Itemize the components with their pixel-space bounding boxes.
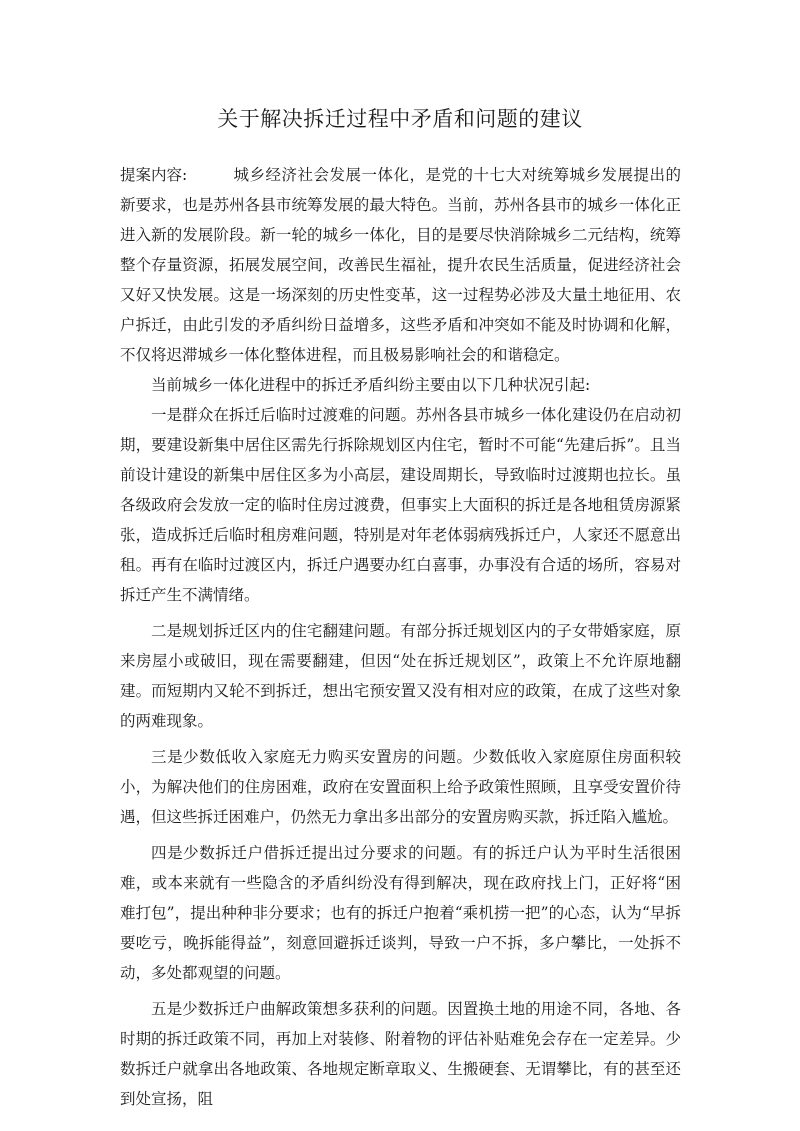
paragraph: 一是群众在拆迁后临时过渡难的问题。苏州各县市城乡一体化建设仍在启动初期，要建设新集中居住区需先行拆除规划区内住宅，暂时不可能“先建后拆”。且当前设计建设的新集中居住区多为小高层，建设周期长，导致临时过渡期也拉长。虽各级政府会发放一定的临时住房过渡费，但事实上大面积的拆迁是各地租赁房源紧张，造成拆迁后临时租房难问题，特别是对年老体弱病残拆迁户，人家还不愿意出租。再有在临时过渡区内，拆迁户遇要办红白喜事，办事没有合适的场所，容易对拆迁产生不满情绪。 xyxy=(120,406,681,604)
paragraph: 五是少数拆迁户曲解政策想多获利的问题。因置换土地的用途不同，各地、各时期的拆迁政策不同，再加上对装修、附着物的评估补贴难免会存在一定差异。少数拆迁户就拿出各地政策、各地规定断章取义、生搬硬套、无谓攀比，有的甚至还到处宣扬，阻 xyxy=(120,1000,681,1108)
document-body xyxy=(120,160,681,1114)
paragraph: 当前城乡一体化进程中的拆迁矛盾纠纷主要由以下几种状况引起: xyxy=(151,376,591,394)
proposal-label: 提案内容: xyxy=(120,166,188,184)
paragraph-intro xyxy=(120,160,681,370)
paragraph: 三是少数低收入家庭无力购买安置房的问题。少数低收入家庭原住房面积较小，为解决他们的住房困难，政府在安置面积上给予政策性照顾，且享受安置价待遇，但这些拆迁困难户，仍然无力拿出多出部分的安置房购买款，拆迁陷入尴尬。 xyxy=(120,748,681,826)
paragraph: 四是少数拆迁户借拆迁提出过分要求的问题。有的拆迁户认为平时生活很困难，或本来就有一些隐含的矛盾纠纷没有得到解决，现在政府找上门，正好将“困难打包”，提出种种非分要求；也有的拆迁户抱着“乘机捞一把”的心态，认为“早拆要吃亏，晚拆能得益”，刻意回避拆迁谈判，导致一户不拆，多户攀比，一处拆不动，多处都观望的问题。 xyxy=(120,844,681,982)
document-title: 关于解决拆迁过程中矛盾和问题的建议 xyxy=(217,107,583,131)
paragraph: 二是规划拆迁区内的住宅翻建问题。有部分拆迁规划区内的子女带婚家庭，原来房屋小或破旧，现在需要翻建，但因“处在拆迁规划区”，政策上不允许原地翻建。而短期内又轮不到拆迁，想出宅预安置又没有相对应的政策，在成了这些对象的两难现象。 xyxy=(120,622,681,730)
paragraph-text: 城乡经济社会发展一体化，是党的十七大对统筹城乡发展提出的新要求，也是苏州各县市统筹发展的最大特色。当前，苏州各县市的城乡一体化正进入新的发展阶段。新一轮的城乡一体化，目的是要尽快消除城乡二元结构，统筹整个存量资源，拓展发展空间，改善民生福祉，提升农民生活质量，促进经济社会又好又快发展。这是一场深刻的历史性变革，这一过程势必涉及大量土地征用、农户拆迁，由此引发的矛盾纠纷日益增多，这些矛盾和冲突如不能及时协调和化解，不仅将迟滞城乡一体化整体进程，而且极易影响社会的和谐稳定。 xyxy=(120,166,681,364)
